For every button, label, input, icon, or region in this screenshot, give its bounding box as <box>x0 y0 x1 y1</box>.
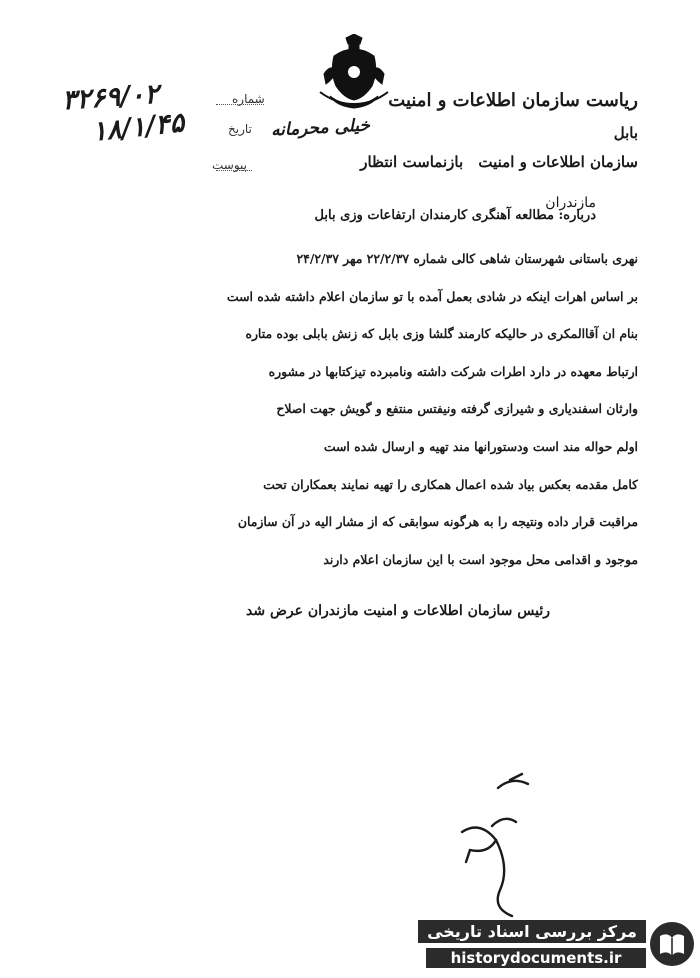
province-line: مازندران <box>545 195 596 211</box>
watermark-url: historydocuments.ir <box>426 948 646 968</box>
body-line: بنام ان آقاالمکری در حالیکه کارمند گلشا وزی بابل که زنش بابلی بوده متاره <box>245 326 638 342</box>
city-line: بابل <box>613 124 638 142</box>
body-line: بر اساس اهرات اینکه در شادی بعمل آمده با تو سازمان اعلام داشته شده است <box>226 288 638 304</box>
handwritten-signature-scribble-icon <box>440 770 550 920</box>
recipient-detail: بازنماست انتظار <box>360 153 464 171</box>
body-line: موجود و اقدامی محل موجود است با این سازمان اعلام دارند <box>323 551 638 567</box>
number-dotted-line <box>216 104 264 105</box>
recipient-agency: سازمان اطلاعات و امنیت <box>478 153 638 171</box>
agency-title: ریاست سازمان اطلاعات و امنیت <box>388 90 638 111</box>
attachment-label: پیوست <box>212 158 247 172</box>
classification-stamp: خیلی محرمانه <box>270 115 371 141</box>
body-line: مراقبت قرار داده ونتیجه را به هرگونه سوابقی که از مشار الیه در آن سازمان <box>237 514 638 530</box>
body-line: ارتباط معهده در دارد اطرات شرکت داشته ونامبرده تیزکتابها در مشوره <box>268 363 638 379</box>
handwritten-date: ۱۸/۱/۴۵ <box>90 107 186 148</box>
book-logo-icon <box>648 920 696 968</box>
body-line: وارثان اسفندیاری و شیرازی گرفته ونیفتس منتفع و گویش جهت اصلاح <box>276 401 638 417</box>
body-line: نهری باستانی شهرستان شاهی کالی شماره ۲۲/۲/۳۷ مهر ۲۴/۲/۳۷ <box>296 251 638 266</box>
number-label: شماره <box>232 92 265 106</box>
watermark <box>418 918 698 974</box>
date-label: تاریخ <box>228 122 252 136</box>
body-line: کامل مقدمه بعکس بیاد شده اعمال همکاری را تهیه نمایند بعمکاران تحت <box>263 476 638 492</box>
handwritten-number: ۳۲۶۹/۰۲ <box>61 78 160 117</box>
letter-body <box>50 240 638 578</box>
watermark-title: مرکز بررسی اسناد تاریخی <box>418 920 646 943</box>
subject-line: درباره: مطالعه آهنگری کارمندان ارتفاعات وزی بابل <box>314 208 596 223</box>
signature-line: رئیس سازمان اطلاعات و امنیت مازندران عرض شد <box>246 603 550 619</box>
lion-and-sun-emblem-icon <box>316 34 392 114</box>
body-line: اولم حواله مند است ودستورانها مند تهیه و ارسال شده است <box>323 438 638 454</box>
attachment-dotted-line <box>216 170 252 171</box>
recipient-line <box>360 153 638 171</box>
